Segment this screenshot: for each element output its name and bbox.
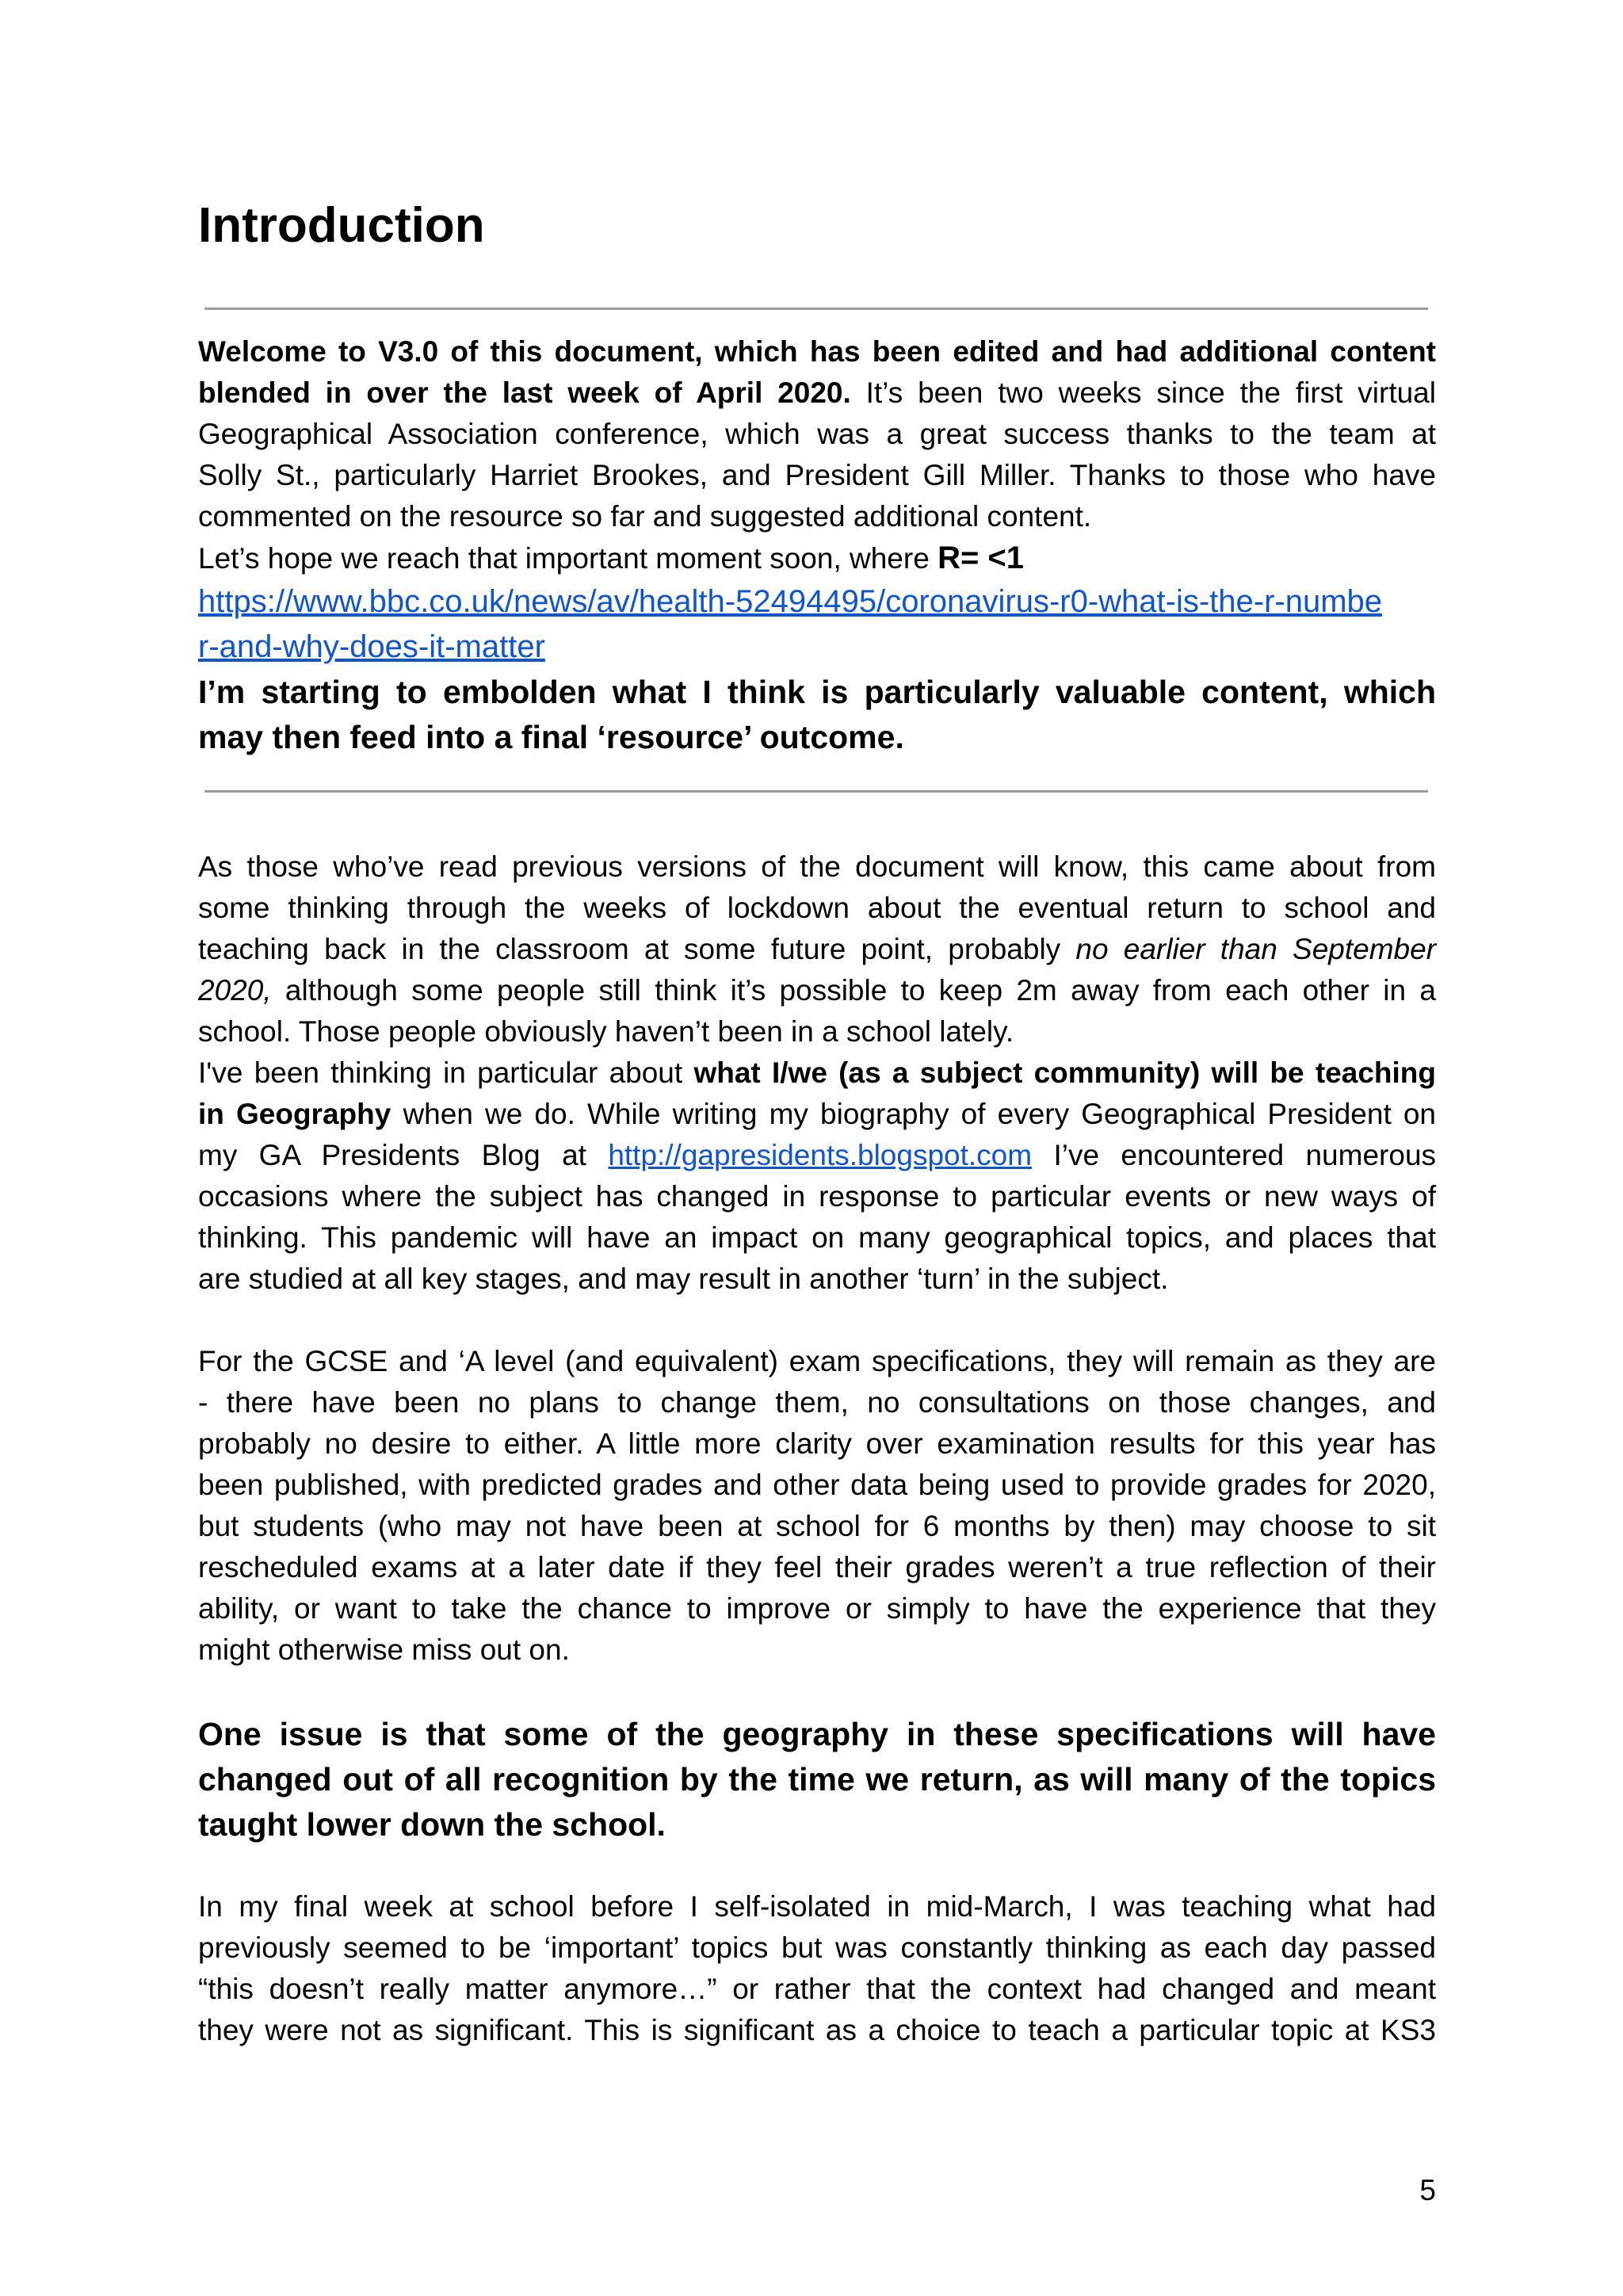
p2-line-1-bold: what I/we (as a subject community) will be teaching bbox=[693, 1056, 1437, 1089]
p1-line-4 bbox=[198, 970, 1436, 1011]
bbc-link[interactable] bbox=[198, 579, 1436, 670]
p4-line-3: “this doesn’t really matter anymore…” or rather that the context had changed and meant bbox=[198, 1973, 1436, 2005]
p2-line-3 bbox=[198, 1135, 1436, 1176]
top-divider bbox=[204, 308, 1428, 310]
p3-line-5: but students (who may not have been at school for 6 months by then) may choose to sit bbox=[198, 1510, 1436, 1542]
p1-line-5: school. Those people obviously haven’t been in a school lately. bbox=[198, 1015, 1014, 1048]
paragraph-4 bbox=[198, 1886, 1436, 2051]
p2-line-5: thinking. This pandemic will have an impact on many geographical topics, and places that bbox=[198, 1221, 1436, 1254]
embolden-line-1: I’m starting to embolden what I think is particularly valuable content, which bbox=[198, 674, 1436, 710]
intro-bold-lead-1: Welcome to V3.0 of this document, which has been edited and had additional content bbox=[198, 335, 1436, 368]
intro-line-3: Geographical Association conference, which was a great success thanks to the team at bbox=[198, 418, 1436, 450]
embolden-line-2: may then feed into a final ‘resource’ outcome. bbox=[198, 719, 904, 755]
p4-line-2: previously seemed to be ‘important’ topics but was constantly thinking as each day passed bbox=[198, 1931, 1436, 1964]
bbc-link-line-1[interactable]: https://www.bbc.co.uk/news/av/health-52494495/coronavirus-r0-what-is-the-r-numbe bbox=[198, 584, 1383, 619]
p2-line-1-text: I've been thinking in particular about bbox=[198, 1056, 683, 1089]
p3-line-3: probably no desire to either. A little more clarity over examination results for this year has bbox=[198, 1427, 1436, 1460]
p4-line-4: they were not as significant. This is significant as a choice to teach a particular topic at KS3 bbox=[198, 2014, 1436, 2046]
r-number-value: R= <1 bbox=[938, 541, 1025, 575]
paragraph-2 bbox=[198, 1052, 1436, 1300]
p2-line-3-text: my GA Presidents Blog at bbox=[198, 1139, 586, 1171]
intro-box bbox=[198, 331, 1436, 760]
p3-line-8: might otherwise miss out on. bbox=[198, 1633, 570, 1666]
page-number: 5 bbox=[1419, 2174, 1436, 2206]
p2-line-2-rest: when we do. While writing my biography of every Geographical President on bbox=[403, 1098, 1436, 1130]
p1-line-4-rest: although some people still think it’s possible to keep 2m away from each other in a bbox=[285, 974, 1437, 1007]
p1-line-3 bbox=[198, 929, 1436, 970]
intro-line-2-rest: It’s been two weeks since the first virtual bbox=[865, 376, 1436, 409]
p4-line-1: In my final week at school before I self-isolated in mid-March, I was teaching what had bbox=[198, 1890, 1436, 1923]
p1-line-3-italic: no earlier than September bbox=[1075, 933, 1437, 965]
intro-line-4: Solly St., particularly Harriet Brookes, and President Gill Miller. Thanks to those who have bbox=[198, 459, 1436, 491]
intro-bold-lead-2: blended in over the last week of April 2020. bbox=[198, 376, 851, 409]
p2-line-4: occasions where the subject has changed in response to particular events or new ways of bbox=[198, 1180, 1436, 1213]
p3-line-7: ability, or want to take the chance to improve or simply to have the experience that they bbox=[198, 1592, 1436, 1625]
intro-line-1 bbox=[198, 331, 1436, 372]
paragraph-1 bbox=[198, 846, 1436, 1052]
paragraph-3 bbox=[198, 1341, 1436, 1671]
p2-line-6: are studied at all key stages, and may result in another ‘turn’ in the subject. bbox=[198, 1263, 1169, 1295]
p1-line-1: As those who’ve read previous versions of the document will know, this came about from bbox=[198, 850, 1436, 883]
p2-line-2-bold: in Geography bbox=[198, 1098, 391, 1130]
p3-line-1: For the GCSE and ‘A level (and equivalent) exam specifications, they will remain as they are bbox=[198, 1345, 1436, 1377]
p3-line-6: rescheduled exams at a later date if they feel their grades weren’t a true reflection of their bbox=[198, 1551, 1436, 1584]
ga-presidents-blog-link[interactable]: http://gapresidents.blogspot.com bbox=[608, 1139, 1033, 1171]
p3-line-4: been published, with predicted grades and other data being used to provide grades for 2020, bbox=[198, 1469, 1436, 1501]
issue-line-3: taught lower down the school. bbox=[198, 1806, 666, 1843]
p2-line-3-rest: I’ve encountered numerous bbox=[1053, 1139, 1437, 1171]
p3-line-2: - there have been no plans to change them, no consultations on those changes, and bbox=[198, 1386, 1436, 1419]
intro-line-5: commented on the resource so far and suggested additional content. bbox=[198, 500, 1092, 533]
issue-statement bbox=[198, 1712, 1436, 1847]
intro-line-2 bbox=[198, 372, 1436, 414]
r-number-line bbox=[198, 537, 1436, 579]
p2-line-1 bbox=[198, 1052, 1436, 1094]
p1-line-3-text: teaching back in the classroom at some future point, probably bbox=[198, 933, 1061, 965]
r-number-text: Let’s hope we reach that important moment soon, where bbox=[198, 542, 930, 575]
bbc-link-line-2[interactable]: r-and-why-does-it-matter bbox=[198, 629, 545, 664]
issue-line-1: One issue is that some of the geography in these specifications will have bbox=[198, 1716, 1436, 1752]
page-title: Introduction bbox=[198, 198, 485, 253]
p1-line-2: some thinking through the weeks of lockdown about the eventual return to school and bbox=[198, 892, 1436, 924]
p1-line-4-italic: 2020, bbox=[198, 974, 272, 1007]
issue-line-2: changed out of all recognition by the time we return, as will many of the topics bbox=[198, 1761, 1436, 1797]
bottom-divider bbox=[204, 790, 1428, 793]
p2-line-2 bbox=[198, 1094, 1436, 1135]
